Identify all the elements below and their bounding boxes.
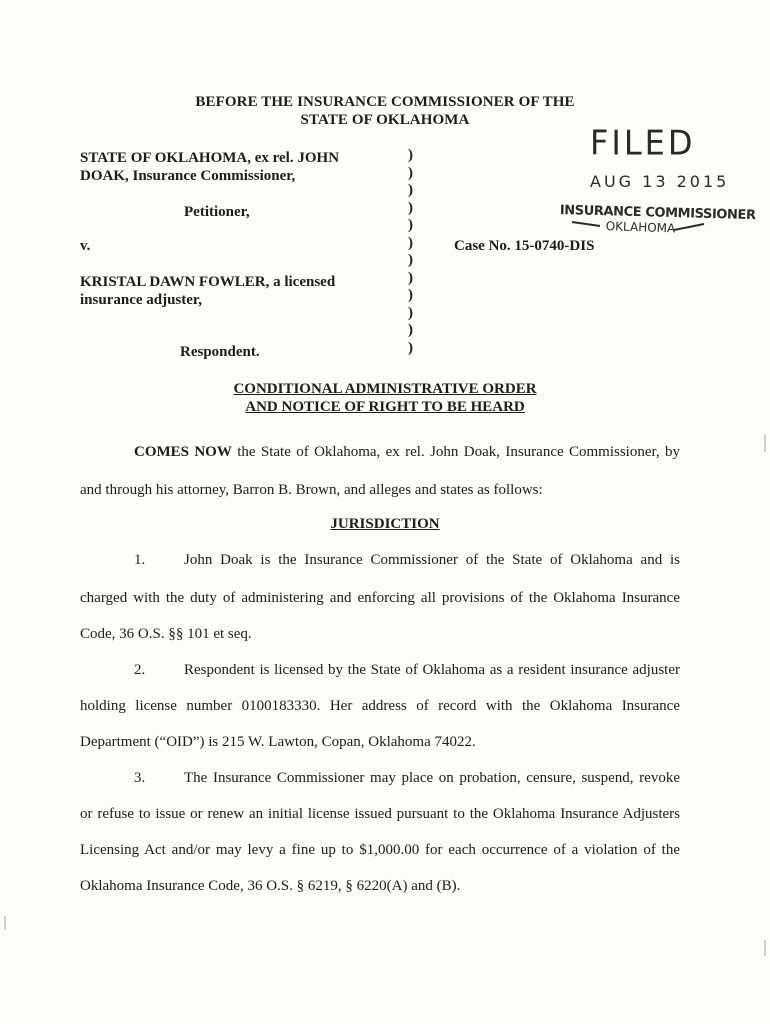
paragraph-3-number: 3. [134, 770, 146, 786]
respondent-line-1: KRISTAL DAWN FOWLER, a licensed [80, 274, 336, 290]
intro-line-1 [134, 444, 680, 461]
order-title-line-1: CONDITIONAL ADMINISTRATIVE ORDER [233, 381, 537, 397]
stamp-dash-marks [570, 218, 710, 238]
paragraph-2-line-1: Respondent is licensed by the State of Oklahoma as a resident insurance adjuster [184, 662, 680, 678]
scan-edge-mark [4, 916, 6, 930]
filed-stamp-date: AUG 13 2015 [590, 172, 730, 191]
caption-parentheses: ) ) ) ) ) ) ) ) ) ) ) ) [408, 147, 413, 356]
paragraph-1-line-3: Code, 36 O.S. §§ 101 et seq. [80, 626, 252, 642]
case-number: Case No. 15-0740-DIS [454, 238, 595, 254]
filed-stamp-title: FILED [590, 123, 696, 163]
paragraph-3-line-2: or refuse to issue or renew an initial license issued pursuant to the Oklahoma Insurance Adjusters [80, 806, 680, 822]
order-title-line-2: AND NOTICE OF RIGHT TO BE HEARD [245, 399, 525, 415]
versus: v. [80, 238, 91, 254]
scan-edge-mark [764, 940, 766, 956]
header-line-1: BEFORE THE INSURANCE COMMISSIONER OF THE [195, 94, 575, 110]
paragraph-2-line-3: Department (“OID”) is 215 W. Lawton, Copan, Oklahoma 74022. [80, 734, 476, 750]
header-line-2: STATE OF OKLAHOMA [300, 112, 470, 128]
paragraph-1-line-1: John Doak is the Insurance Commissioner of the State of Oklahoma and is [184, 552, 680, 568]
petitioner-role: Petitioner, [184, 204, 250, 220]
paragraph-2-number: 2. [134, 662, 146, 678]
petitioner-line-2: DOAK, Insurance Commissioner, [80, 168, 296, 184]
paragraph-3-line-3: Licensing Act and/or may levy a fine up to $1,000.00 for each occurrence of a violation of the [80, 842, 680, 858]
intro-line-1-rest: the State of Oklahoma, ex rel. John Doak, Insurance Commissioner, by [231, 444, 680, 460]
respondent-role: Respondent. [180, 344, 260, 360]
jurisdiction-heading: JURISDICTION [330, 516, 440, 532]
paragraph-1-line-2: charged with the duty of administering and enforcing all provisions of the Oklahoma Insurance [80, 590, 680, 606]
filed-stamp-line-2: OKLAHOMA [605, 219, 676, 236]
paragraph-2-line-2: holding license number 0100183330. Her address of record with the Oklahoma Insurance [80, 698, 680, 714]
intro-line-2: and through his attorney, Barron B. Brown, and alleges and states as follows: [80, 482, 543, 498]
paragraph-1-number: 1. [134, 552, 146, 568]
filed-stamp-line-1: INSURANCE COMMISSIONER [559, 203, 756, 224]
intro-lead: COMES NOW [134, 444, 232, 460]
petitioner-line-1: STATE OF OKLAHOMA, ex rel. JOHN [80, 150, 340, 166]
paragraph-3-line-4: Oklahoma Insurance Code, 36 O.S. § 6219, § 6220(A) and (B). [80, 878, 461, 894]
scan-edge-mark [764, 434, 766, 452]
paragraph-3-line-1: The Insurance Commissioner may place on probation, censure, suspend, revoke [184, 770, 680, 786]
respondent-line-2: insurance adjuster, [80, 292, 202, 308]
